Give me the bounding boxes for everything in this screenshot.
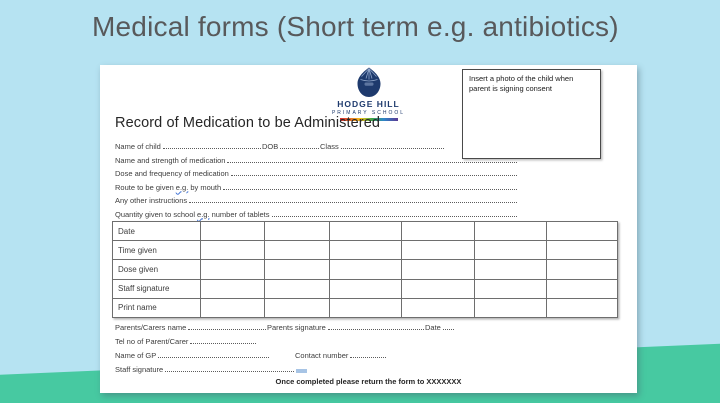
field-quantity: Quantity given to school e.g. number of tablets bbox=[115, 209, 518, 219]
dotted-leader bbox=[280, 146, 319, 149]
field-dob: DOB bbox=[262, 143, 320, 152]
blue-highlight-mark bbox=[296, 369, 307, 373]
table-cell bbox=[265, 298, 330, 317]
field-dose-frequency: Dose and frequency of medication bbox=[115, 168, 518, 178]
table-cell bbox=[330, 279, 402, 298]
field-other-instructions: Any other instructions bbox=[115, 195, 518, 205]
table-cell bbox=[265, 222, 330, 241]
table-row bbox=[113, 279, 618, 298]
school-subtitle: PRIMARY SCHOOL bbox=[331, 110, 406, 116]
table-cell bbox=[475, 279, 547, 298]
table-cell bbox=[200, 260, 265, 279]
field-staff-signature: Staff signature bbox=[115, 364, 307, 374]
form-heading: Record of Medication to be Administered bbox=[115, 115, 381, 131]
spellcheck-underlined-text: e.g. bbox=[197, 209, 210, 219]
table-cell bbox=[200, 279, 265, 298]
row-label: Print name bbox=[113, 298, 201, 317]
footer-line-gp bbox=[115, 350, 387, 360]
field-gp-name: Name of GP bbox=[115, 352, 270, 361]
table-cell bbox=[547, 241, 618, 260]
dotted-leader bbox=[189, 200, 517, 203]
table-cell bbox=[475, 298, 547, 317]
dotted-leader bbox=[350, 355, 386, 358]
field-class: Class bbox=[320, 143, 445, 152]
acorn-shield-icon bbox=[319, 67, 419, 98]
table-cell bbox=[547, 260, 618, 279]
dotted-leader bbox=[190, 341, 256, 344]
table-row bbox=[113, 260, 618, 279]
table-cell bbox=[475, 222, 547, 241]
table-cell bbox=[265, 260, 330, 279]
school-logo bbox=[319, 67, 419, 121]
table-cell bbox=[402, 260, 475, 279]
table-cell bbox=[547, 298, 618, 317]
table-cell bbox=[402, 279, 475, 298]
slide-title: Medical forms (Short term e.g. antibiotics) bbox=[92, 11, 619, 42]
dotted-leader bbox=[223, 187, 517, 190]
photo-placeholder-text: Insert a photo of the child when parent is signing consent bbox=[469, 74, 574, 93]
table-cell bbox=[330, 260, 402, 279]
field-route: Route to be given e.g. by mouth bbox=[115, 182, 518, 192]
table-cell bbox=[547, 222, 618, 241]
school-name: HODGE HILL bbox=[337, 99, 400, 109]
row-label: Time given bbox=[113, 241, 201, 260]
table-cell bbox=[200, 222, 265, 241]
medication-form-document bbox=[100, 65, 637, 393]
field-name-of-child: Name of child bbox=[115, 143, 262, 152]
table-cell bbox=[402, 298, 475, 317]
table-cell bbox=[330, 222, 402, 241]
table-row bbox=[113, 241, 618, 260]
dotted-leader bbox=[188, 327, 266, 330]
field-line-child-dob-class bbox=[115, 141, 445, 151]
dotted-leader bbox=[328, 327, 424, 330]
row-label: Staff signature bbox=[113, 279, 201, 298]
dotted-leader bbox=[341, 146, 444, 149]
field-date: Date bbox=[425, 324, 455, 333]
field-parents-name: Parents/Carers name bbox=[115, 324, 267, 333]
field-parents-signature: Parents signature bbox=[267, 324, 425, 333]
dotted-leader bbox=[227, 160, 517, 163]
table-cell bbox=[330, 241, 402, 260]
table-cell bbox=[200, 241, 265, 260]
table-cell bbox=[475, 260, 547, 279]
table-row bbox=[113, 298, 618, 317]
dotted-leader bbox=[272, 214, 517, 217]
dotted-leader bbox=[231, 173, 517, 176]
administration-record-table bbox=[112, 221, 618, 318]
table-cell bbox=[402, 241, 475, 260]
row-label: Dose given bbox=[113, 260, 201, 279]
table-cell bbox=[200, 298, 265, 317]
row-label: Date bbox=[113, 222, 201, 241]
dotted-leader bbox=[163, 146, 261, 149]
field-medication-name: Name and strength of medication bbox=[115, 155, 518, 165]
table-cell bbox=[402, 222, 475, 241]
dotted-leader bbox=[165, 369, 294, 372]
dotted-leader bbox=[158, 355, 269, 358]
field-tel-parent: Tel no of Parent/Carer bbox=[115, 336, 257, 346]
table-cell bbox=[475, 241, 547, 260]
photo-placeholder-box bbox=[462, 69, 601, 159]
table-cell bbox=[265, 241, 330, 260]
return-instruction: Once completed please return the form to XXXXXXX bbox=[275, 377, 462, 386]
table-row bbox=[113, 222, 618, 241]
field-gp-contact: Contact number bbox=[295, 352, 387, 361]
table-cell bbox=[547, 279, 618, 298]
spellcheck-underlined-text: e.g. bbox=[175, 182, 189, 192]
dotted-leader bbox=[443, 327, 454, 330]
table-cell bbox=[330, 298, 402, 317]
footer-line-parents bbox=[115, 322, 455, 332]
table-cell bbox=[265, 279, 330, 298]
